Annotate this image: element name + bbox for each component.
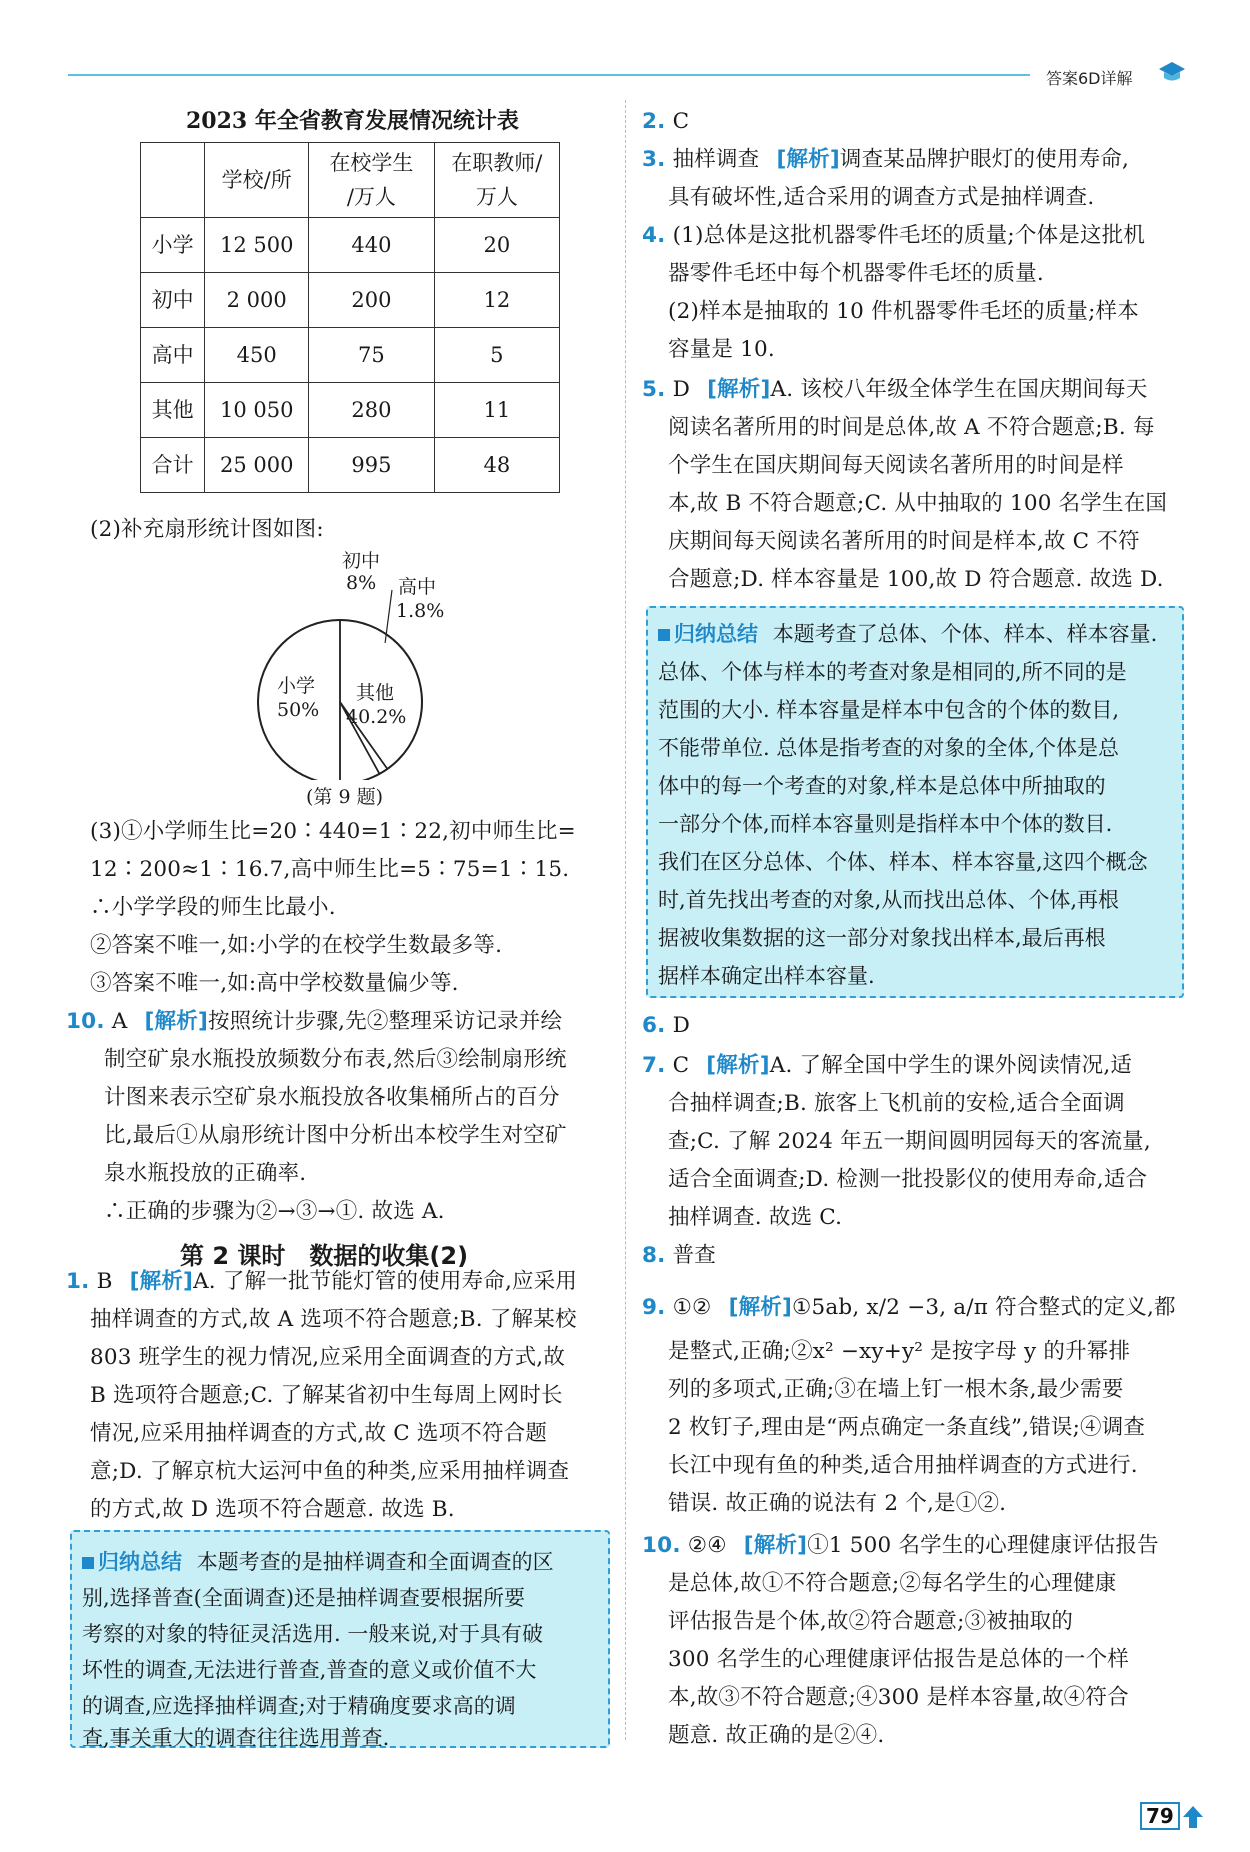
q10-right-line: 本,故③不符合题意;④300 是样本容量,故④符合	[668, 1685, 1129, 1710]
summary-line: 坏性的调查,无法进行普查,普查的意义或价值不大	[82, 1658, 537, 1682]
q10-line: 制空矿泉水瓶投放频数分布表,然后③绘制扇形统	[104, 1047, 567, 1072]
q7-line: 抽样调查. 故选 C.	[668, 1205, 843, 1230]
q5-line: 本,故 B 不符合题意;C. 从中抽取的 100 名学生在国	[668, 491, 1168, 516]
table-row	[141, 438, 560, 493]
summary-line: 别,选择普查(全面调查)还是抽样调查要根据所要	[82, 1586, 526, 1610]
table-row	[141, 273, 560, 328]
header-label: 答案6D详解	[1046, 69, 1133, 88]
stats-table	[140, 142, 560, 493]
summary-line: 的调查,应选择抽样调查;对于精确度要求高的调	[82, 1694, 516, 1718]
cell-teachers: 20	[434, 218, 559, 273]
table-header-cell: 在校学生 /万人	[309, 143, 435, 218]
q9-p3-line: ②答案不唯一,如:小学的在校学生数最多等.	[90, 933, 503, 958]
summary-icon	[658, 629, 670, 641]
cell-schools: 450	[205, 328, 309, 383]
table-header-cell: 学校/所	[205, 143, 309, 218]
q9-p3-line: ∴小学学段的师生比最小.	[90, 895, 336, 920]
summary-first-line: 归纳总结 本题考查的是抽样调查和全面调查的区	[82, 1546, 554, 1576]
q5-line: 阅读名著所用的时间是总体,故 A 不符合题意;B. 每	[668, 415, 1155, 440]
cell-teachers: 5	[434, 328, 559, 383]
q6: 6. D	[642, 1013, 691, 1038]
q4-first-line: 4. (1)总体是这批机器零件毛坯的质量;个体是这批机	[642, 223, 1146, 248]
q9-line: 是整式,正确;②x² −xy+y² 是按字母 y 的升幂排	[668, 1339, 1131, 1364]
q10-first-line: 10. A [解析]按照统计步骤,先②整理采访记录并绘	[66, 1009, 563, 1034]
q10-line: 计图来表示空矿泉水瓶投放各收集桶所占的百分	[104, 1085, 560, 1110]
q10-line: ∴正确的步骤为②→③→①. 故选 A.	[104, 1199, 445, 1224]
q9-line: 错误. 故正确的说法有 2 个,是①②.	[668, 1491, 1007, 1516]
q7-line: 查;C. 了解 2024 年五一期间圆明园每天的客流量,	[668, 1129, 1151, 1154]
cell-students: 995	[309, 438, 435, 493]
q5-line: 合题意;D. 样本容量是 100,故 D 符合题意. 故选 D.	[668, 567, 1164, 592]
q10-right-first-line: 10. ②④ [解析]①1 500 名学生的心理健康评估报告	[642, 1533, 1159, 1558]
q1-line: 意;D. 了解京杭大运河中鱼的种类,应采用抽样调查	[90, 1459, 570, 1484]
cell-schools: 2 000	[205, 273, 309, 328]
summary-first-line: 归纳总结 本题考查了总体、个体、样本、样本容量.	[658, 618, 1157, 648]
table-row	[141, 383, 560, 438]
q9-p3-line: 12∶200≈1∶16.7,高中师生比=5∶75=1∶15.	[90, 857, 570, 882]
pie-label-其他: 其他	[356, 682, 395, 704]
q5-first-line: 5. D [解析]A. 该校八年级全体学生在国庆期间每天	[642, 377, 1148, 402]
q5-line: 庆期间每天阅读名著所用的时间是样本,故 C 不符	[668, 529, 1140, 554]
q9-line: 列的多项式,正确;③在墙上钉一根木条,最少需要	[668, 1377, 1124, 1402]
row-label: 初中	[141, 273, 205, 328]
q10-right-line: 是总体,故①不符合题意;②每名学生的心理健康	[668, 1571, 1117, 1596]
table-row	[141, 328, 560, 383]
summary-line: 我们在区分总体、个体、样本、样本容量,这四个概念	[658, 850, 1148, 874]
cell-teachers: 11	[434, 383, 559, 438]
row-label: 其他	[141, 383, 205, 438]
cell-students: 280	[309, 383, 435, 438]
row-label: 小学	[141, 218, 205, 273]
summary-line: 时,首先找出考查的对象,从而找出总体、个体,再根	[658, 888, 1120, 912]
q7-line: 合抽样调查;B. 旅客上飞机前的安检,适合全面调	[668, 1091, 1125, 1116]
q9-line: 长江中现有鱼的种类,适合用抽样调查的方式进行.	[668, 1453, 1138, 1478]
q9-part2: (2)补充扇形统计图如图:	[90, 517, 324, 542]
q2: 2. C	[642, 109, 690, 134]
table-header-cell: 在职教师/ 万人	[434, 143, 559, 218]
cell-students: 200	[309, 273, 435, 328]
pie-label-初中: 初中	[342, 550, 381, 572]
table-row	[141, 218, 560, 273]
table-header-row	[141, 143, 560, 218]
q4-line: 器零件毛坯中每个机器零件毛坯的质量.	[668, 261, 1044, 286]
pie-value-初中: 8%	[346, 572, 377, 594]
q10-right-line: 300 名学生的心理健康评估报告是总体的一个样	[668, 1647, 1129, 1672]
q9-first-line: 9. ①② [解析]①5ab, x/2 −3, a/π 符合整式的定义,都	[642, 1295, 1176, 1320]
summary-icon	[82, 1557, 94, 1569]
header-rule	[68, 74, 1030, 76]
cell-students: 75	[309, 328, 435, 383]
page-number: 79	[1140, 1802, 1180, 1830]
summary-line: 据被收集数据的这一部分对象找出样本,最后再根	[658, 926, 1106, 950]
row-label: 合计	[141, 438, 205, 493]
q4-line: 容量是 10.	[668, 337, 775, 362]
q5-line: 个学生在国庆期间每天阅读名著所用的时间是样	[668, 453, 1124, 478]
q7-line: 适合全面调查;D. 检测一批投影仪的使用寿命,适合	[668, 1167, 1148, 1192]
pie-caption: (第 9 题)	[306, 786, 383, 808]
pie-value-其他: 40.2%	[346, 706, 407, 728]
summary-box-right	[646, 606, 1184, 998]
table-title: 2023 年全省教育发展情况统计表	[186, 108, 519, 134]
table-corner-cell	[141, 143, 205, 218]
q9-p3-line: ③答案不唯一,如:高中学校数量偏少等.	[90, 971, 459, 996]
lesson-title: 第 2 课时 数据的收集(2)	[180, 1242, 469, 1270]
q1-line: 803 班学生的视力情况,应采用全面调查的方式,故	[90, 1345, 566, 1370]
q1-line: B 选项符合题意;C. 了解某省初中生每周上网时长	[90, 1383, 563, 1408]
q1-first-line: 1. B [解析]A. 了解一批节能灯管的使用寿命,应采用	[66, 1269, 578, 1294]
summary-line: 查,事关重大的调查往往选用普查.	[82, 1726, 390, 1750]
q9-line: 2 枚钉子,理由是“两点确定一条直线”,错误;④调查	[668, 1415, 1146, 1440]
q10-right-line: 题意. 故正确的是②④.	[668, 1723, 885, 1748]
cell-teachers: 12	[434, 273, 559, 328]
q10-right-line: 评估报告是个体,故②符合题意;③被抽取的	[668, 1609, 1074, 1634]
row-label: 高中	[141, 328, 205, 383]
pie-value-高中: 1.8%	[396, 600, 445, 622]
q3-first-line: 3. 抽样调查 [解析]调查某品牌护眼灯的使用寿命,	[642, 147, 1130, 172]
pie-value-小学: 50%	[277, 699, 320, 721]
summary-line: 体中的每一个考查的对象,样本是总体中所抽取的	[658, 774, 1106, 798]
column-divider	[625, 100, 626, 1740]
q1-line: 抽样调查的方式,故 A 选项不符合题意;B. 了解某校	[90, 1307, 577, 1332]
summary-line: 范围的大小. 样本容量是样本中包含的个体的数目,	[658, 698, 1120, 722]
cell-teachers: 48	[434, 438, 559, 493]
summary-line: 考察的对象的特征灵活选用. 一般来说,对于具有破	[82, 1622, 544, 1646]
summary-line: 据样本确定出样本容量.	[658, 964, 875, 988]
summary-line: 不能带单位. 总体是指考查的对象的全体,个体是总	[658, 736, 1120, 760]
q10-line: 比,最后①从扇形统计图中分析出本校学生对空矿	[104, 1123, 567, 1148]
q1-line: 情况,应采用抽样调查的方式,故 C 选项不符合题	[90, 1421, 548, 1446]
q7-first-line: 7. C [解析]A. 了解全国中学生的课外阅读情况,适	[642, 1053, 1133, 1078]
cell-schools: 12 500	[205, 218, 309, 273]
summary-line: 总体、个体与样本的考查对象是相同的,所不同的是	[658, 660, 1127, 684]
cell-students: 440	[309, 218, 435, 273]
cell-schools: 10 050	[205, 383, 309, 438]
q4-line: (2)样本是抽取的 10 件机器零件毛坯的质量;样本	[668, 299, 1139, 324]
pie-label-小学: 小学	[277, 675, 316, 697]
q10-line: 泉水瓶投放的正确率.	[104, 1161, 307, 1186]
summary-box-left	[70, 1530, 610, 1748]
q8: 8. 普查	[642, 1243, 716, 1268]
q1-line: 的方式,故 D 选项不符合题意. 故选 B.	[90, 1497, 455, 1522]
graduation-cap-icon	[1158, 58, 1186, 86]
q3-line: 具有破坏性,适合采用的调查方式是抽样调查.	[668, 185, 1095, 210]
arrow-up-icon	[1182, 1804, 1204, 1830]
summary-line: 一部分个体,而样本容量则是指样本中个体的数目.	[658, 812, 1113, 836]
q9-p3-line: (3)①小学师生比=20∶440=1∶22,初中师生比=	[90, 819, 576, 844]
pie-label-高中: 高中	[398, 576, 437, 598]
cell-schools: 25 000	[205, 438, 309, 493]
